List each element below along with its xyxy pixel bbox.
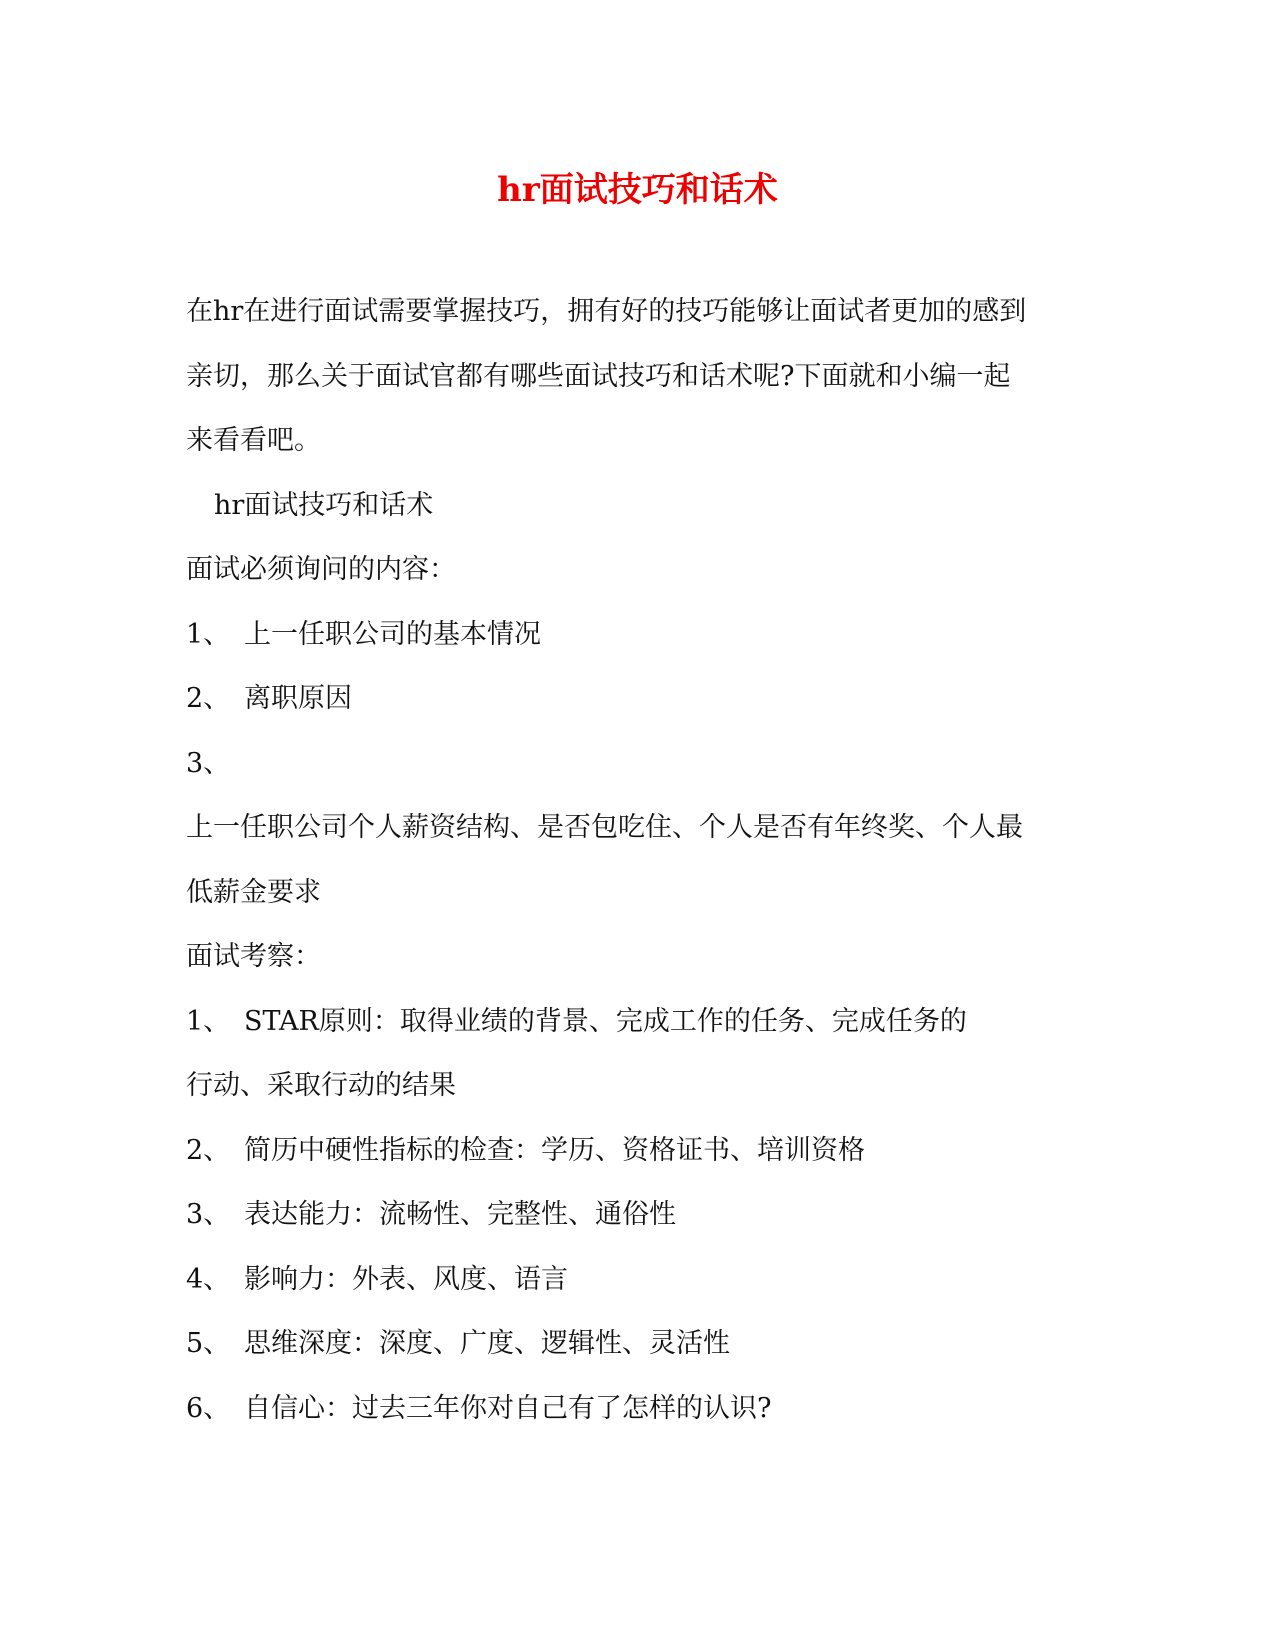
list-item-continuation: 低薪金要求: [186, 876, 321, 908]
list-item-number: 2、: [186, 1134, 231, 1166]
list-item-text: STAR原则：取得业绩的背景、完成工作的任务、完成任务的: [244, 1005, 967, 1037]
list-item-text: 自信心：过去三年你对自己有了怎样的认识?: [244, 1392, 772, 1424]
list-item-number: 3、: [186, 1199, 231, 1230]
list-item-continuation: 行动、采取行动的结果: [186, 1070, 456, 1101]
list-item-number: 1、: [186, 1005, 231, 1037]
list-item: [186, 603, 1086, 668]
list-item-number: 6、: [186, 1392, 231, 1424]
section-subtitle: hr面试技巧和话术: [214, 489, 434, 521]
list-item-text: 影响力：外表、风度、语言: [244, 1263, 568, 1295]
intro-line: 亲切，那么关于面试官都有哪些面试技巧和话术呢?下面就和小编一起: [186, 360, 1011, 392]
list-item-number: 4、: [186, 1263, 231, 1295]
list-item: [186, 1183, 1086, 1248]
list-item: [186, 1119, 1086, 1184]
list-item: [186, 1377, 1086, 1442]
intro-line: 在hr在进行面试需要掌握技巧，拥有好的技巧能够让面试者更加的感到: [186, 296, 1027, 327]
list-item-text: 思维深度：深度、广度、逻辑性、灵活性: [244, 1328, 730, 1359]
list-item-number: 1、: [186, 618, 231, 650]
list-item-number: 2、: [186, 683, 231, 714]
list-item: [186, 990, 1086, 1055]
list-item-text: 离职原因: [244, 683, 352, 714]
list-item: [186, 1312, 1086, 1377]
section1-heading: 面试必须询问的内容：: [186, 554, 456, 585]
list-item: [186, 732, 1086, 797]
list-item-text: 上一任职公司的基本情况: [244, 618, 541, 650]
intro-line: 来看看吧。: [186, 425, 321, 456]
list-item-number: 3、: [186, 747, 231, 779]
document-body: [186, 280, 1086, 1441]
list-item-text: 简历中硬性指标的检查：学历、资格证书、培训资格: [244, 1134, 865, 1166]
section2-heading: 面试考察：: [186, 941, 321, 972]
page-title: hr面试技巧和话术: [497, 170, 778, 210]
list-item-continuation: 上一任职公司个人薪资结构、是否包吃住、个人是否有年终奖、个人最: [186, 812, 1023, 843]
list-item: [186, 667, 1086, 732]
list-item-text: 表达能力：流畅性、完整性、通俗性: [244, 1199, 676, 1230]
list-item-number: 5、: [186, 1328, 231, 1359]
list-item: [186, 1248, 1086, 1313]
